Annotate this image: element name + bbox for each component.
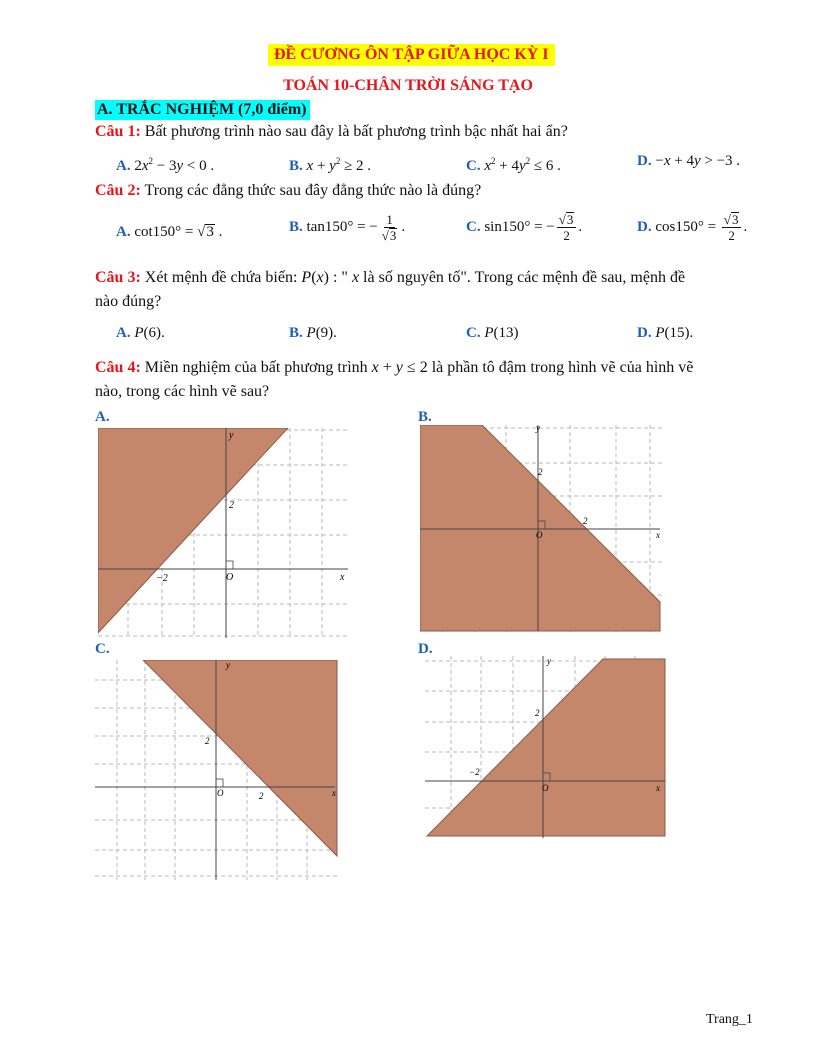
option-letter: A. xyxy=(116,158,131,174)
question-4 xyxy=(95,358,693,378)
tick-label-2-y: 2 xyxy=(538,467,543,477)
option-letter: A. xyxy=(116,325,131,341)
option-math: $x^2 + 4y^2 \le 6$ . xyxy=(484,156,561,174)
option-letter: C. xyxy=(466,218,481,235)
question-text: Bất phương trình nào sau đây là bất phương trình bậc nhất hai ẩn? xyxy=(144,123,568,140)
question-3 xyxy=(95,268,685,288)
page-number: Trang_1 xyxy=(706,1012,753,1027)
tick-label-2-y: 2 xyxy=(205,736,210,746)
figure-d-label: D. xyxy=(418,641,433,657)
question-text: là phần tô đậm trong hình vẽ của hình vẽ xyxy=(431,359,694,376)
y-axis-label: y xyxy=(536,425,540,433)
q2-option-c xyxy=(466,212,582,243)
question-4-line-2: nào, trong các hình vẽ sau? xyxy=(95,383,270,400)
figure-b-label: B. xyxy=(418,409,432,425)
q3-option-b xyxy=(289,323,337,343)
option-math: cos150° = $\frac{√3}{2}$ . xyxy=(655,212,748,243)
question-text: Xét mệnh đề chứa biến: xyxy=(144,269,298,286)
question-math: x + y ≤ 2 xyxy=(371,359,428,376)
origin-mark xyxy=(226,561,233,569)
x-axis-label: x xyxy=(332,788,336,798)
x-axis-label: x xyxy=(656,783,660,793)
document-subtitle: TOÁN 10-CHÂN TRỜI SÁNG TẠO xyxy=(283,77,533,94)
option-letter: A. xyxy=(116,224,131,240)
figure-a-label: A. xyxy=(95,409,110,425)
q1-option-c xyxy=(466,151,561,176)
option-letter: C. xyxy=(466,158,481,174)
origin-label: O xyxy=(542,783,549,793)
option-math: tan150° = − $\frac{1}{√3}$ . xyxy=(306,212,406,243)
x-axis-label: x xyxy=(656,530,660,540)
figure-b-graph xyxy=(420,425,665,635)
tick-label-2-x: 2 xyxy=(259,791,264,801)
document-title: ĐỀ CƯƠNG ÔN TẬP GIỮA HỌC KỲ I xyxy=(268,44,555,66)
question-math: P(x) : " x xyxy=(301,269,360,286)
shaded-region xyxy=(98,428,288,633)
question-number: Câu 2: xyxy=(95,182,141,199)
shaded-region xyxy=(143,660,337,856)
option-math: sin150° = − $\frac{√3}{2}$ . xyxy=(484,212,583,243)
option-math: −x + 4y > −3 . xyxy=(655,153,741,169)
tick-label-2: 2 xyxy=(229,500,234,511)
option-letter: D. xyxy=(637,325,652,341)
origin-label: O xyxy=(217,788,224,798)
question-1 xyxy=(95,122,568,142)
q1-option-a xyxy=(116,151,214,176)
section-heading: A. TRẮC NGHIỆM (7,0 điểm) xyxy=(95,100,310,120)
option-math: cot150° = √3 . xyxy=(134,224,223,240)
option-letter: B. xyxy=(289,158,303,174)
question-number: Câu 4: xyxy=(95,359,141,376)
question-text: là số nguyên tố". Trong các mệnh đề sau, mệnh đề xyxy=(363,269,686,286)
origin-label: O xyxy=(226,572,234,583)
origin-mark xyxy=(216,779,223,787)
x-axis-label: x xyxy=(340,572,345,583)
question-3-line-2: nào đúng? xyxy=(95,293,162,310)
option-letter: D. xyxy=(637,153,652,169)
option-math: P(15). xyxy=(655,325,694,341)
option-math: $2x^2 - 3y < 0$ . xyxy=(134,156,215,174)
option-letter: B. xyxy=(289,218,303,235)
y-axis-label: y xyxy=(547,656,551,666)
q3-option-c xyxy=(466,323,519,343)
tick-label-2-y: 2 xyxy=(535,708,540,718)
q3-option-d xyxy=(637,323,693,343)
tick-label-neg2: −2 xyxy=(469,767,480,777)
option-letter: B. xyxy=(289,325,303,341)
tick-label-neg2: −2 xyxy=(156,573,168,584)
option-math: P(9). xyxy=(306,325,337,341)
option-letter: D. xyxy=(637,218,652,235)
q1-option-d xyxy=(637,151,740,171)
q2-option-a xyxy=(116,222,222,242)
shaded-region xyxy=(420,425,660,631)
origin-label: O xyxy=(536,530,543,540)
figure-c-graph xyxy=(95,660,340,880)
question-number: Câu 1: xyxy=(95,123,141,140)
y-axis-label: y xyxy=(226,660,230,670)
option-math: P(13) xyxy=(484,325,519,341)
question-text: Trong các đẳng thức sau đây đẳng thức nào là đúng? xyxy=(144,182,482,199)
q2-option-d xyxy=(637,212,747,243)
option-math: P(6). xyxy=(134,325,165,341)
y-axis-label: y xyxy=(229,430,234,441)
question-number: Câu 3: xyxy=(95,269,141,286)
figure-a-graph xyxy=(98,428,353,638)
q3-option-a xyxy=(116,323,165,343)
shaded-region xyxy=(427,659,665,836)
option-letter: C. xyxy=(466,325,481,341)
figure-c-label: C. xyxy=(95,641,110,657)
question-text: Miền nghiệm của bất phương trình xyxy=(144,359,368,376)
figure-d-graph xyxy=(425,656,667,838)
question-2 xyxy=(95,181,481,201)
q1-option-b xyxy=(289,151,371,176)
q2-option-b xyxy=(289,212,405,243)
option-math: $x + y^2 \ge 2$ . xyxy=(306,156,372,174)
tick-label-2-x: 2 xyxy=(583,516,588,526)
